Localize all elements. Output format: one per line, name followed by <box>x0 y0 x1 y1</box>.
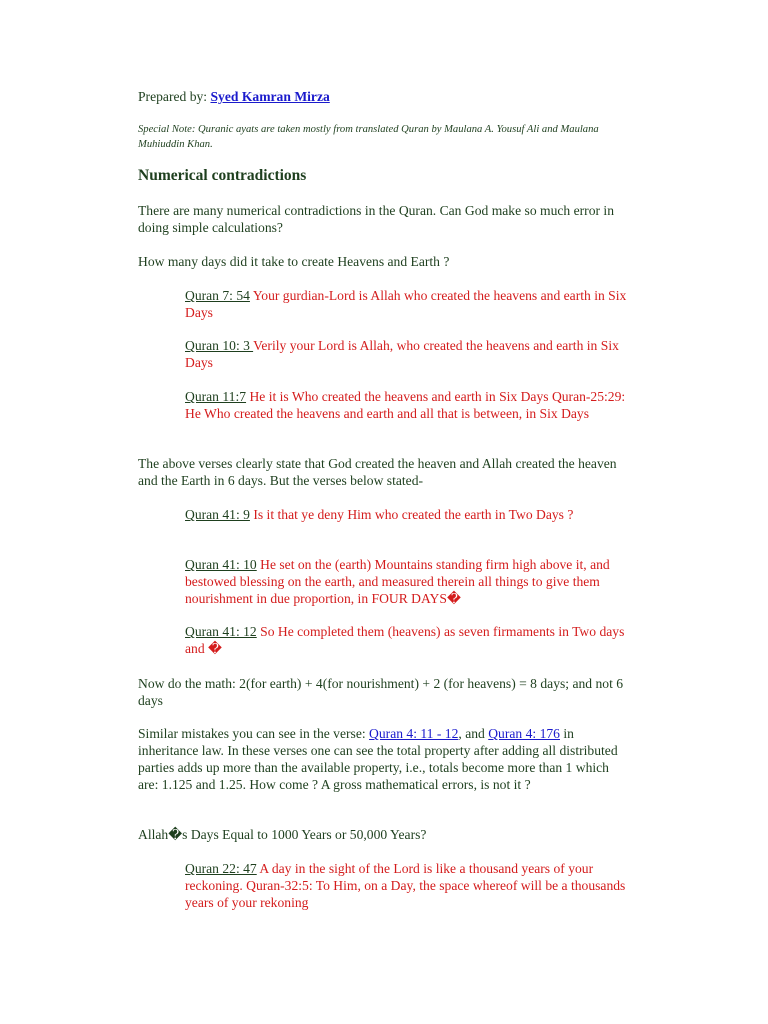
verse-link-4-176[interactable]: Quran 4: 176 <box>488 726 560 741</box>
verse-link[interactable]: Quran 41: 9 <box>185 507 250 522</box>
verse-link[interactable]: Quran 10: 3 <box>185 338 254 353</box>
prepared-by-label: Prepared by: <box>138 89 211 104</box>
verse-link[interactable]: Quran 41: 12 <box>185 624 257 639</box>
special-note: Special Note: Quranic ayats are taken mostly from translated Quran by Maulana A. Yousuf Ali and Maulana Muhiuddin Khan. <box>138 124 599 150</box>
verse-link[interactable]: Quran 41: 10 <box>185 557 257 572</box>
verse-quote <box>185 388 631 422</box>
verse-text: Your gurdian-Lord is Allah who created the heavens and earth in Six Days <box>185 288 627 320</box>
inheritance-text-mid: , and <box>458 726 489 741</box>
inheritance-text-end: in inheritance law. In these verses one can see the total property after adding all distributed parties adds up more than the available property, i.e., totals become more than 1 which are: 1.125 and 1.25. How come ? A gross mathematical errors, is not it ? <box>138 726 618 792</box>
verse-text: He set on the (earth) Mountains standing firm high above it, and bestowed blessing on the earth, and measured therein all things to give them nourishment in due proportion, in FOUR DAYS� <box>185 557 610 606</box>
intro-paragraph: There are many numerical contradictions in the Quran. Can God make so much error in doing simple calculations? <box>138 203 614 235</box>
verse-quote <box>185 337 631 371</box>
verse-quote <box>185 287 631 321</box>
question-days-years: Allah�s Days Equal to 1000 Years or 50,000 Years? <box>138 827 427 842</box>
verse-quote <box>185 623 631 657</box>
author-link[interactable]: Syed Kamran Mirza <box>210 89 330 104</box>
verse-link-4-11[interactable]: Quran 4: 11 - 12 <box>369 726 459 741</box>
middle-paragraph: The above verses clearly state that God created the heaven and Allah created the heaven and the Earth in 6 days. But the verses below stated- <box>138 456 617 488</box>
verse-text: Verily your Lord is Allah, who created the heavens and earth in Six Days <box>185 338 619 370</box>
verse-text: So He completed them (heavens) as seven firmaments in Two days and � <box>185 624 625 656</box>
prepared-by-line <box>138 88 630 105</box>
verse-link[interactable]: Quran 7: 54 <box>185 288 250 303</box>
verse-quote <box>185 506 631 523</box>
inheritance-paragraph <box>138 725 630 793</box>
inheritance-text-start: Similar mistakes you can see in the verse: <box>138 726 370 741</box>
verse-link[interactable]: Quran 11:7 <box>185 389 247 404</box>
section-heading: Numerical contradictions <box>138 167 307 184</box>
verse-text: A day in the sight of the Lord is like a thousand years of your reckoning. Quran-32:5: To Him, on a Day, the space whereof will be a thousands years of your rekoning <box>185 861 626 910</box>
verse-quote <box>185 556 631 607</box>
verse-quote <box>185 860 631 911</box>
verse-text: He it is Who created the heavens and earth in Six Days Quran-25:29: He Who created the heavens and earth and all that is between, in Six Days <box>185 389 626 421</box>
question-heavens-earth: How many days did it take to create Heavens and Earth ? <box>138 254 450 269</box>
verse-text: Is it that ye deny Him who created the earth in Two Days ? <box>249 507 574 522</box>
verse-link[interactable]: Quran 22: 47 <box>185 861 257 876</box>
math-paragraph: Now do the math: 2(for earth) + 4(for nourishment) + 2 (for heavens) = 8 days; and not 6 days <box>138 676 624 708</box>
